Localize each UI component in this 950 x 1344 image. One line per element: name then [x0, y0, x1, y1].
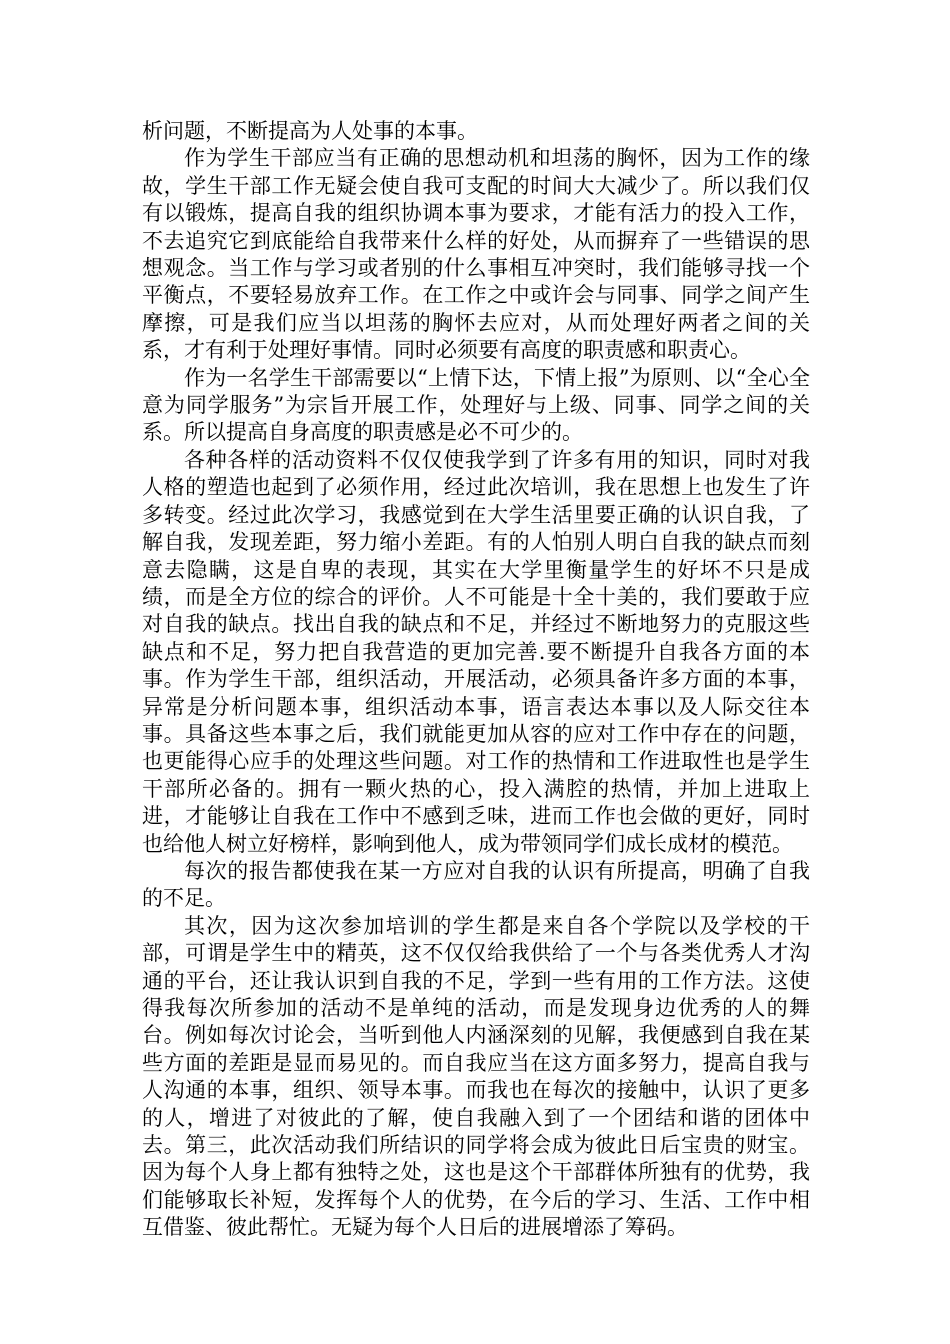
paragraph-reports: 每次的报告都使我在某一方应对自我的认识有所提高，明确了自我的不足。	[142, 858, 810, 911]
body-text	[142, 118, 810, 1242]
paragraph-attitude: 作为学生干部应当有正确的思想动机和坦荡的胸怀，因为工作的缘故，学生干部工作无疑会使自我可支配的时间大大减少了。所以我们仅有以锻炼，提高自我的组织协调本事为要求，才能有活力的投入工作，不去追究它到底能给自我带来什么样的好处，从而摒弃了一些错误的思想观念。当工作与学习或者别的什么事相互冲突时，我们能够寻找一个平衡点，不要轻易放弃工作。在工作之中或许会与同事、同学之间产生摩擦，可是我们应当以坦荡的胸怀去应对，从而处理好两者之间的关系，才有利于处理好事情。同时必须要有高度的职责感和职责心。	[142, 146, 810, 363]
paragraph-continuation: 析问题，不断提高为人处事的本事。	[142, 119, 478, 143]
paragraph-self-improvement: 各种各样的活动资料不仅仅使我学到了许多有用的知识，同时对我人格的塑造也起到了必须作用，经过此次培训，我在思想上也发生了许多转变。经过此次学习，我感觉到在大学生活里要正确的认识自我，了解自我，发现差距，努力缩小差距。有的人怕别人明白自我的缺点而刻意去隐瞒，这是自卑的表现，其实在大学里衡量学生的好坏不只是成绩，而是全方位的综合的评价。人不可能是十全十美的，我们要敢于应对自我的缺点。找出自我的缺点和不足，并经过不断地努力的克服这些缺点和不足，努力把自我营造的更加完善.要不断提升自我各方面的本事。作为学生干部，组织活动，开展活动，必须具备许多方面的本事，异常是分析问题本事，组织活动本事，语言表达本事以及人际交往本事。具备这些本事之后，我们就能更加从容的应对工作中存在的问题，也更能得心应手的处理这些问题。对工作的热情和工作进取性也是学生干部所必备的。拥有一颗火热的心，投入满腔的热情，并加上进取上进，才能够让自我在工作中不感到乏味，进而工作也会做的更好，同时也给他人树立好榜样，影响到他人，成为带领同学们成长成材的模范。	[142, 447, 810, 856]
paragraph-principle: 作为一名学生干部需要以“上情下达，下情上报”为原则、以“全心全意为同学服务”为宗旨开展工作，处理好与上级、同事、同学之间的关系。所以提高自身高度的职责感是必不可少的。	[142, 365, 810, 445]
paragraph-secondly: 其次，因为这次参加培训的学生都是来自各个学院以及学校的干部，可谓是学生中的精英，这不仅仅给我供给了一个与各类优秀人才沟通的平台，还让我认识到自我的不足，学到一些有用的工作方法。这使得我每次所参加的活动不是单纯的活动，而是发现身边优秀的人的舞台。例如每次讨论会，当听到他人内涵深刻的见解，我便感到自我在某些方面的差距是显而易见的。而自我应当在这方面多努力，提高自我与人沟通的本事，组织、领导本事。而我也在每次的接触中，认识了更多的人，增进了对彼此的了解，使自我融入到了一个团结和谐的团体中去。第三，此次活动我们所结识的同学将会成为彼此日后宝贵的财宝。因为每个人身上都有独特之处，这也是这个干部群体所独有的优势，我们能够取长补短，发挥每个人的优势，在今后的学习、生活、工作中相互借鉴、彼此帮忙。无疑为每个人日后的进展增添了筹码。	[142, 913, 810, 1240]
